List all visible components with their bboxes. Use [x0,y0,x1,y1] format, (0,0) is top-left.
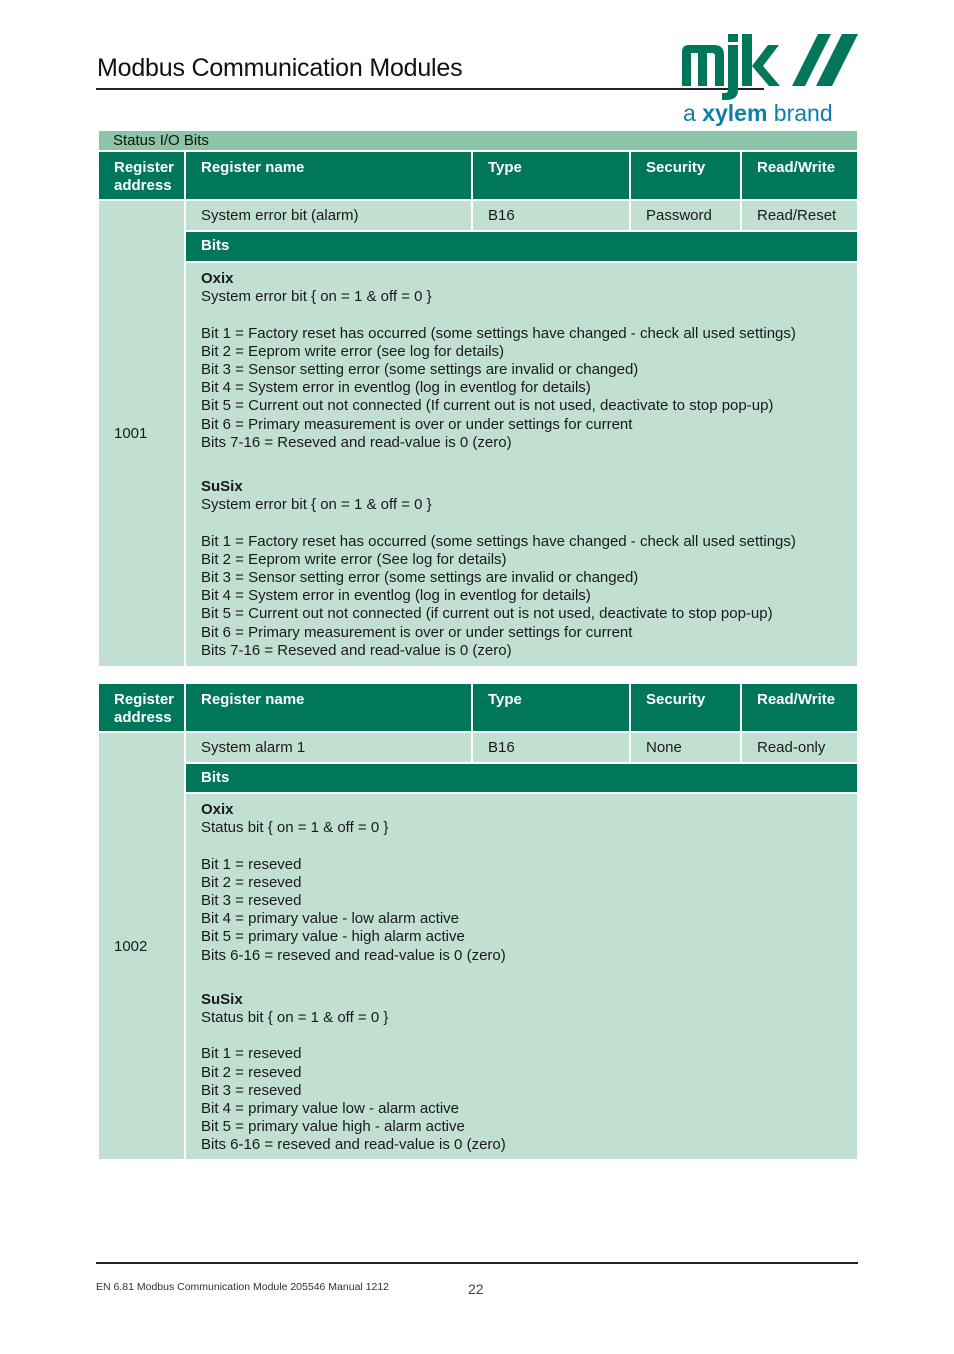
susix-lines [201,1009,847,1155]
bit-line: Bit 1 = reseved [201,855,302,873]
bit-line [201,1027,847,1045]
bit-line: Bit 6 = Primary measurement is over or under settings for current [201,623,633,641]
susix-lines [201,496,847,660]
bit-line: Bit 2 = Eeprom write error (see log for details) [201,342,505,360]
bit-line: Bits 7-16 = Reseved and read-value is 0 (zero) [201,641,512,659]
col-header-type: Type [473,152,629,199]
mjk-logo [676,30,862,130]
bit-line: Bit 4 = System error in eventlog (log in eventlog for details) [201,587,591,605]
register-name: System error bit (alarm) [186,201,471,230]
bit-line: Bit 2 = Eeprom write error (See log for details) [201,550,507,568]
col-header-address: Register address [99,684,184,731]
footer-rule [96,1262,858,1264]
register-type: B16 [473,201,629,230]
page-number: 22 [468,1281,484,1297]
col-header-name: Register name [186,152,471,199]
bit-line: Bit 3 = reseved [201,1081,302,1099]
bit-line: Bit 6 = Primary measurement is over or under settings for current [201,415,633,433]
footer-doc-id: EN 6.81 Modbus Communication Module 205546 Manual 1212 [96,1281,390,1293]
register-address: 1002 [99,733,184,1159]
bit-line [201,837,847,855]
mjk-wordmark [676,30,862,100]
xylem-tagline: a xylem brand [683,100,833,126]
oxix-heading: Oxix [201,801,234,818]
bit-line: Bit 3 = Sensor setting error (some settings are invalid or changed) [201,569,639,587]
col-header-address: Register address [99,152,184,199]
register-type: B16 [473,733,629,762]
title-rule [96,88,764,90]
col-header-name: Register name [186,684,471,731]
bit-line [201,514,847,532]
bit-line: Bits 6-16 = reseved and read-value is 0 (zero) [201,1136,506,1154]
bits-description [186,263,857,666]
bit-line: Bit 3 = Sensor setting error (some settings are invalid or changed) [201,361,639,378]
bit-line: Bit 5 = primary value high - alarm active [201,1118,465,1136]
bit-line: Bit 5 = Current out not connected (If current out is not used, deactivate to stop pop-up) [201,397,774,415]
col-header-rw: Read/Write [742,152,857,199]
oxix-lines [201,819,847,965]
bits-bar: Bits [186,232,857,261]
bit-line: Bit 5 = primary value - high alarm active [201,928,465,946]
bit-line: Bits 6-16 = reseved and read-value is 0 (zero) [201,946,506,964]
bit-line [201,306,847,324]
col-header-security: Security [631,152,740,199]
bit-line: Bit 4 = primary value low - alarm active [201,1100,460,1118]
bit-line: Bit 4 = primary value - low alarm active [201,910,460,928]
page-title: Modbus Communication Modules [97,54,463,82]
register-address: 1001 [99,201,184,666]
bit-line: Bit 2 = reseved [201,1063,302,1081]
susix-heading: SuSix [201,990,243,1008]
col-header-type: Type [473,684,629,731]
register-rw: Read/Reset [742,201,857,230]
bit-line: Status bit { on = 1 & off = 0 } [201,1009,389,1027]
col-header-rw: Read/Write [742,684,857,731]
bit-line: Bit 1 = Factory reset has occurred (some settings have changed - check all used settings) [201,324,796,342]
bits-description [186,794,857,1159]
register-security: Password [631,201,740,230]
bit-line: System error bit { on = 1 & off = 0 } [201,288,432,306]
bit-line: Bit 3 = reseved [201,892,302,909]
bit-line: Bit 1 = reseved [201,1045,302,1063]
bit-line: Bit 5 = Current out not connected (if current out is not used, deactivate to stop pop-up) [201,605,773,623]
oxix-heading: Oxix [201,270,234,287]
oxix-lines [201,288,847,452]
register-name: System alarm 1 [186,733,471,762]
col-header-security: Security [631,684,740,731]
susix-heading: SuSix [201,478,243,496]
bit-line: Status bit { on = 1 & off = 0 } [201,819,389,837]
bit-line: Bit 2 = reseved [201,873,302,891]
register-security: None [631,733,740,762]
bit-line: System error bit { on = 1 & off = 0 } [201,496,432,514]
bit-line: Bit 1 = Factory reset has occurred (some settings have changed - check all used settings) [201,532,796,550]
bit-line: Bits 7-16 = Reseved and read-value is 0 (zero) [201,433,512,451]
register-rw: Read-only [742,733,857,762]
section-label: Status I/O Bits [99,131,857,150]
bit-line: Bit 4 = System error in eventlog (log in eventlog for details) [201,379,591,397]
bits-bar: Bits [186,764,857,792]
